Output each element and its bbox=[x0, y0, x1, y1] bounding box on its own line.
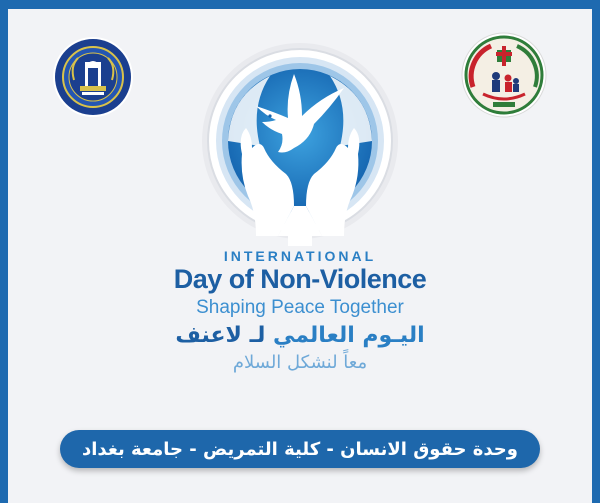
nursing-college-logo bbox=[461, 32, 547, 118]
footer-banner bbox=[60, 430, 540, 468]
university-logo bbox=[52, 36, 134, 118]
peace-dove-emblem bbox=[190, 36, 410, 251]
footer-text: وحدة حقوق الانسان - كلية التمريض - جامعة بغداد bbox=[82, 438, 518, 460]
international-label: INTERNATIONAL bbox=[223, 248, 377, 264]
right-border bbox=[592, 0, 600, 503]
top-border bbox=[0, 0, 600, 9]
arabic-title-highlight: لـ لاعنف bbox=[175, 323, 266, 348]
arabic-title bbox=[150, 323, 450, 348]
left-border bbox=[0, 0, 8, 503]
arabic-subtitle: معاً لنشكل السلام bbox=[232, 352, 368, 373]
subtitle: Shaping Peace Together bbox=[196, 297, 404, 318]
arabic-title-main: اليـوم العالمي bbox=[265, 323, 425, 348]
main-title: Day of Non-Violence bbox=[173, 264, 427, 294]
title-block bbox=[150, 248, 450, 373]
